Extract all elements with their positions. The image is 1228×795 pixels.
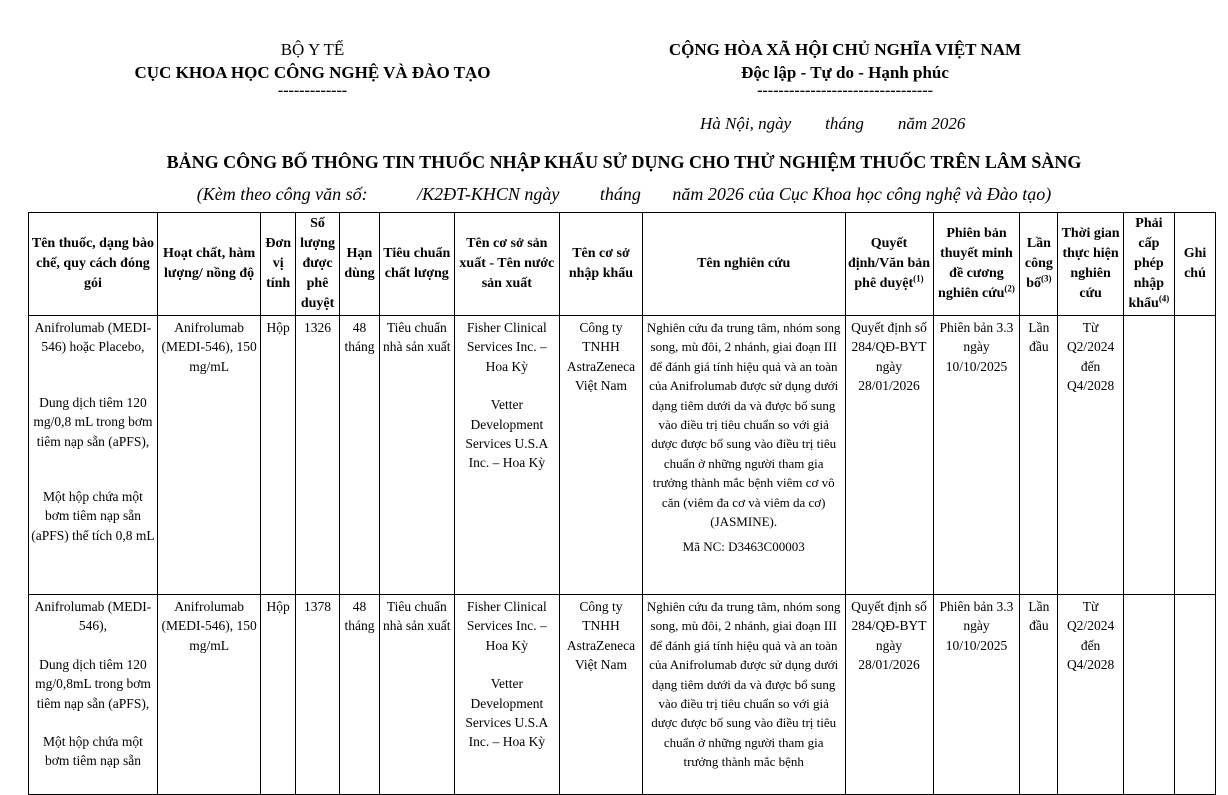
document-subtitle: (Kèm theo công văn số: /K2ĐT-KHCN ngày tháng năm 2026 của Cục Khoa học công nghệ và Đào tạo) [196,184,1052,204]
manufacturer-1: Fisher Clinical Services Inc. – Hoa Kỳ [466,599,547,653]
cell-version: Phiên bản 3.3 ngày 10/10/2025 [933,316,1020,595]
cell-standard: Tiêu chuẩn nhà sản xuất [379,316,454,595]
country-name: CỘNG HÒA XÃ HỘI CHỦ NGHĨA VIỆT NAM [668,40,1022,59]
cell-name [29,316,158,595]
drug-name: Anifrolumab (MEDI-546) hoặc Placebo, [34,320,152,355]
packaging: Một hộp chứa một bơm tiêm nạp sẵn [42,734,143,769]
cell-name [29,595,158,795]
version-label: Phiên bản thuyết minh đề cương nghiên cứu [938,226,1013,301]
drug-import-table [28,212,1216,795]
drug-name: Anifrolumab (MEDI-546), [34,599,152,634]
national-motto: Độc lập - Tự do - Hạnh phúc [741,63,949,82]
col-header-importer: Tên cơ sở nhập khẩu [560,213,643,316]
cell-expiry: 48 tháng [340,316,380,595]
col-header-standard: Tiêu chuẩn chất lượng [379,213,454,316]
cell-decision: Quyết định số 284/QĐ-BYT ngày 28/01/2026 [845,595,933,795]
cell-note [1174,595,1215,795]
col-header-name: Tên thuốc, dạng bào chế, quy cách đóng gói [29,213,158,316]
cell-importer: Công ty TNHH AstraZeneca Việt Nam [560,316,643,595]
study-title: Nghiên cứu đa trung tâm, nhóm song song, mù đôi, 2 nhánh, giai đoạn III để đánh giá tính hiệu quả và an toàn của Anifrolumab được sử dụng dưới dạng tiêm dưới da và được bổ sung vào điều trị tiêu chuẩn so với giả dược được bổ sung vào điều trị tiêu chuẩn ở những người tham gia trưởng thành mắc bệnh viêm cơ vô căn (viêm đa cơ và viêm da cơ) (JASMINE). [646,320,841,530]
national-heading [630,38,1060,98]
cell-times: Lần đầu [1020,595,1058,795]
manufacturer-2: Vetter Development Services U.S.A Inc. – Hoa Kỳ [465,676,549,750]
packaging: Một hộp chứa một bơm tiêm nạp sẵn (aPFS) thể tích 0,8 mL [31,489,155,543]
table-row [29,316,1216,595]
cell-decision: Quyết định số 284/QĐ-BYT ngày 28/01/2026 [845,316,933,595]
footnote-ref-1: (1) [913,273,924,284]
cell-study [642,316,845,595]
cell-note [1174,316,1215,595]
cell-manufacturer [454,316,559,595]
dosage-form: Dung dịch tiêm 120 mg/0,8 mL trong bơm tiêm nạp sẵn (aPFS), [33,394,153,449]
place-date: Hà Nội, ngày tháng năm 2026 [700,114,966,133]
footnote-ref-2: (2) [1004,283,1015,294]
cell-license [1123,316,1174,595]
cell-period: Từ Q2/2024 đến Q4/2028 [1058,595,1123,795]
cell-period: Từ Q2/2024 đến Q4/2028 [1058,316,1123,595]
left-divider: ------------- [277,82,348,99]
document-title: BẢNG CÔNG BỐ THÔNG TIN THUỐC NHẬP KHẨU SỬ DỤNG CHO THỬ NGHIỆM THUỐC TRÊN LÂM SÀNG [166,152,1082,172]
cell-manufacturer [454,595,559,795]
cell-qty: 1326 [296,316,340,595]
cell-unit: Hộp [261,316,296,595]
col-header-unit: Đơn vị tính [261,213,296,316]
study-title: Nghiên cứu đa trung tâm, nhóm song song, mù đôi, 2 nhánh, giai đoạn III để đánh giá tính hiệu quả và an toàn của Anifrolumab được sử dụng dưới dạng tiêm dưới da và được bổ sung vào điều trị tiêu chuẩn so với giả dược được bổ sung vào điều trị tiêu chuẩn ở những người tham gia trưởng thành mắc bệnh [646,599,841,770]
manufacturer-1: Fisher Clinical Services Inc. – Hoa Kỳ [466,320,547,374]
manufacturer-2: Vetter Development Services U.S.A Inc. – Hoa Kỳ [465,397,549,471]
cell-unit: Hộp [261,595,296,795]
col-header-qty: Số lượng được phê duyệt [296,213,340,316]
cell-standard: Tiêu chuẩn nhà sản xuất [379,595,454,795]
cell-license [1123,595,1174,795]
times-label: Lần công bố [1024,236,1053,291]
ministry-name: BỘ Y TẾ [280,40,345,59]
cell-ingredient: Anifrolumab (MEDI-546), 150 mg/mL [157,316,260,595]
col-header-ingredient: Hoạt chất, hàm lượng/ nồng độ [157,213,260,316]
dosage-form: Dung dịch tiêm 120 mg/0,8mL trong bơm tiêm nạp sẵn (aPFS), [35,656,151,711]
table-row [29,595,1216,795]
col-header-decision [845,213,933,316]
col-header-period: Thời gian thực hiện nghiên cứu [1058,213,1123,316]
cell-importer: Công ty TNHH AstraZeneca Việt Nam [560,595,643,795]
col-header-study: Tên nghiên cứu [642,213,845,316]
cell-times: Lần đầu [1020,316,1058,595]
col-header-times [1020,213,1058,316]
cell-study [642,595,845,795]
cell-version: Phiên bản 3.3 ngày 10/10/2025 [933,595,1020,795]
cell-ingredient: Anifrolumab (MEDI-546), 150 mg/mL [157,595,260,795]
col-header-version [933,213,1020,316]
col-header-license [1123,213,1174,316]
issuing-authority [100,38,525,98]
cell-qty: 1378 [296,595,340,795]
study-code: Mã NC: D3463C00003 [682,539,805,555]
col-header-note: Ghi chú [1174,213,1215,316]
license-label: Phải cấp phép nhập khẩu [1128,216,1165,311]
col-header-manufacturer: Tên cơ sở sản xuất - Tên nước sản xuất [454,213,559,316]
col-header-expiry: Hạn dùng [340,213,380,316]
footnote-ref-3: (3) [1041,273,1052,284]
footnote-ref-4: (4) [1158,293,1170,304]
cell-expiry: 48 tháng [340,595,380,795]
table-header-row [29,213,1216,316]
right-divider: --------------------------------- [757,82,933,99]
department-name: CỤC KHOA HỌC CÔNG NGHỆ VÀ ĐÀO TẠO [134,63,491,82]
decision-label: Quyết định/Văn bản phê duyệt [847,236,931,291]
